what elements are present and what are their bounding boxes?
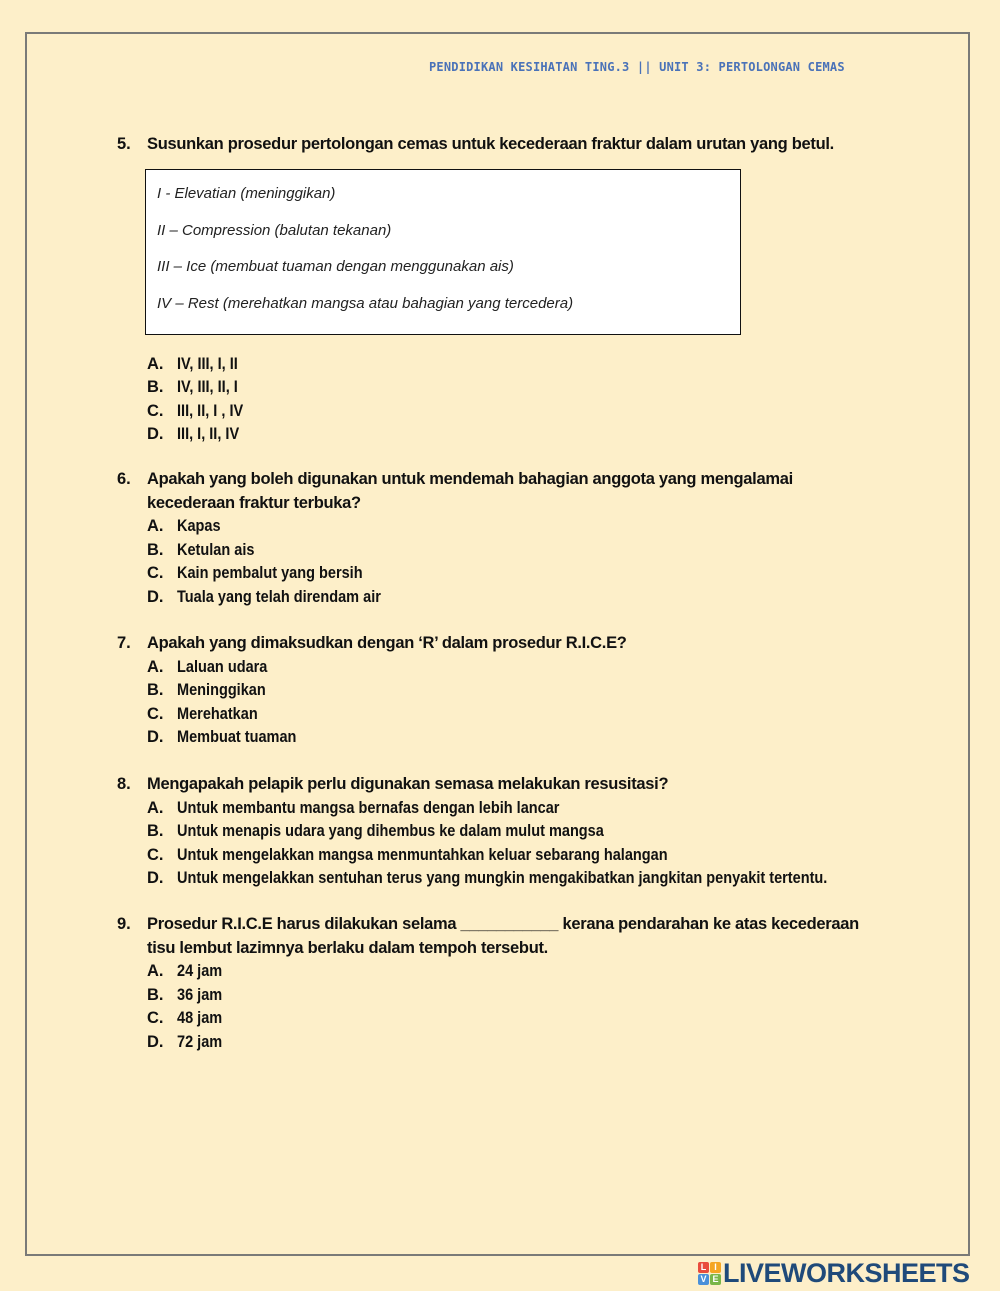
answer-option[interactable] bbox=[147, 1007, 877, 1031]
option-letter: C. bbox=[147, 704, 164, 723]
option-text: III, II, I , IV bbox=[177, 401, 244, 420]
answer-option[interactable] bbox=[147, 726, 877, 750]
liveworksheets-logo bbox=[698, 1258, 970, 1289]
answer-option[interactable] bbox=[147, 820, 877, 844]
option-text: IV, III, II, I bbox=[177, 378, 238, 396]
question-number: 5. bbox=[117, 135, 131, 153]
question-number: 7. bbox=[117, 634, 131, 652]
procedure-item: III – Ice (membuat tuaman dengan menggunakan ais) bbox=[157, 258, 514, 275]
question-text: Apakah yang boleh digunakan untuk mendemah bahagian anggota yang mengalamai kecederaan fraktur terbuka? bbox=[147, 470, 793, 512]
answer-option[interactable] bbox=[147, 867, 877, 891]
option-letter: B. bbox=[147, 681, 164, 699]
question-number: 9. bbox=[117, 915, 131, 933]
option-text: Kain pembalut yang bersih bbox=[177, 564, 363, 582]
answer-option[interactable] bbox=[147, 353, 877, 377]
option-letter: D. bbox=[147, 587, 164, 606]
question-text: Apakah yang dimaksudkan dengan ‘R’ dalam prosedur R.I.C.E? bbox=[147, 634, 627, 652]
answer-option[interactable] bbox=[147, 844, 877, 868]
option-text: Untuk mengelakkan mangsa menmuntahkan keluar sebarang halangan bbox=[177, 845, 668, 864]
option-text: 48 jam bbox=[177, 1009, 223, 1027]
page-header: PENDIDIKAN KESIHATAN TING.3 || UNIT 3: PERTOLONGAN CEMAS bbox=[429, 60, 845, 74]
option-letter: B. bbox=[147, 540, 164, 559]
option-letter: D. bbox=[147, 869, 164, 887]
answer-option[interactable] bbox=[147, 376, 877, 400]
procedure-box bbox=[145, 169, 741, 335]
option-letter: A. bbox=[147, 962, 164, 980]
option-text: Merehatkan bbox=[177, 704, 258, 723]
procedure-item: II – Compression (balutan tekanan) bbox=[157, 221, 392, 239]
option-text: Tuala yang telah direndam air bbox=[177, 587, 381, 606]
option-letter: A. bbox=[147, 798, 164, 817]
answer-option[interactable] bbox=[147, 423, 877, 447]
logo-tile: L bbox=[698, 1262, 709, 1273]
procedure-item: IV – Rest (merehatkan mangsa atau bahagian yang tercedera) bbox=[157, 294, 574, 312]
option-letter: C. bbox=[147, 564, 164, 582]
question-number: 6. bbox=[117, 470, 131, 488]
answer-option[interactable] bbox=[147, 515, 877, 539]
answer-option[interactable] bbox=[147, 679, 877, 703]
logo-text: LIVEWORKSHEETS bbox=[723, 1258, 970, 1288]
option-text: Ketulan ais bbox=[177, 540, 255, 559]
option-text: Meninggikan bbox=[177, 681, 266, 699]
option-letter: C. bbox=[147, 401, 164, 420]
answer-option[interactable] bbox=[147, 984, 877, 1008]
answer-option[interactable] bbox=[147, 586, 877, 610]
option-text: 36 jam bbox=[177, 985, 223, 1004]
option-letter: A. bbox=[147, 517, 164, 535]
option-letter: B. bbox=[147, 822, 164, 840]
option-text: Laluan udara bbox=[177, 657, 268, 676]
logo-tile: I bbox=[710, 1262, 721, 1273]
option-letter: C. bbox=[147, 1009, 164, 1027]
option-letter: A. bbox=[147, 657, 164, 676]
question-text: Mengapakah pelapik perlu digunakan semasa melakukan resusitasi? bbox=[147, 775, 669, 793]
option-text: Kapas bbox=[177, 517, 221, 535]
answer-option[interactable] bbox=[147, 539, 877, 563]
option-letter: B. bbox=[147, 985, 164, 1004]
logo-tile: V bbox=[698, 1274, 709, 1285]
option-letter: D. bbox=[147, 425, 164, 443]
option-text: Untuk membantu mangsa bernafas dengan lebih lancar bbox=[177, 798, 560, 817]
option-letter: D. bbox=[147, 1032, 164, 1051]
question-text: Prosedur R.I.C.E harus dilakukan selama ___________ kerana pendarahan ke atas kecederaan tisu lembut lazimnya berlaku dalam tempoh tersebut. bbox=[147, 915, 859, 957]
answer-option[interactable] bbox=[147, 562, 877, 586]
option-letter: B. bbox=[147, 378, 164, 396]
question-text: Susunkan prosedur pertolongan cemas untuk kecederaan fraktur dalam urutan yang betul. bbox=[147, 135, 834, 153]
answer-option[interactable] bbox=[147, 400, 877, 424]
answer-option[interactable] bbox=[147, 656, 877, 680]
logo-tile: E bbox=[710, 1274, 721, 1285]
question-7 bbox=[117, 632, 877, 750]
question-8 bbox=[117, 773, 877, 891]
answer-option[interactable] bbox=[147, 960, 877, 984]
option-text: Membuat tuaman bbox=[177, 728, 297, 746]
option-text: III, I, II, IV bbox=[177, 425, 240, 443]
procedure-item: I - Elevatian (meninggikan) bbox=[157, 185, 336, 202]
option-letter: D. bbox=[147, 728, 164, 746]
option-text: Untuk menapis udara yang dihembus ke dalam mulut mangsa bbox=[177, 822, 604, 840]
option-letter: C. bbox=[147, 845, 164, 864]
answer-option[interactable] bbox=[147, 1031, 877, 1055]
option-text: IV, III, I, II bbox=[177, 354, 238, 373]
answer-option[interactable] bbox=[147, 797, 877, 821]
question-number: 8. bbox=[117, 775, 131, 793]
option-text: 72 jam bbox=[177, 1032, 223, 1051]
option-letter: A. bbox=[147, 354, 164, 373]
option-text: Untuk mengelakkan sentuhan terus yang mungkin mengakibatkan jangkitan penyakit tertentu. bbox=[177, 869, 828, 887]
logo-tiles-icon bbox=[698, 1262, 721, 1285]
question-6 bbox=[117, 468, 877, 609]
answer-option[interactable] bbox=[147, 703, 877, 727]
option-text: 24 jam bbox=[177, 962, 223, 980]
question-9 bbox=[117, 913, 877, 1054]
